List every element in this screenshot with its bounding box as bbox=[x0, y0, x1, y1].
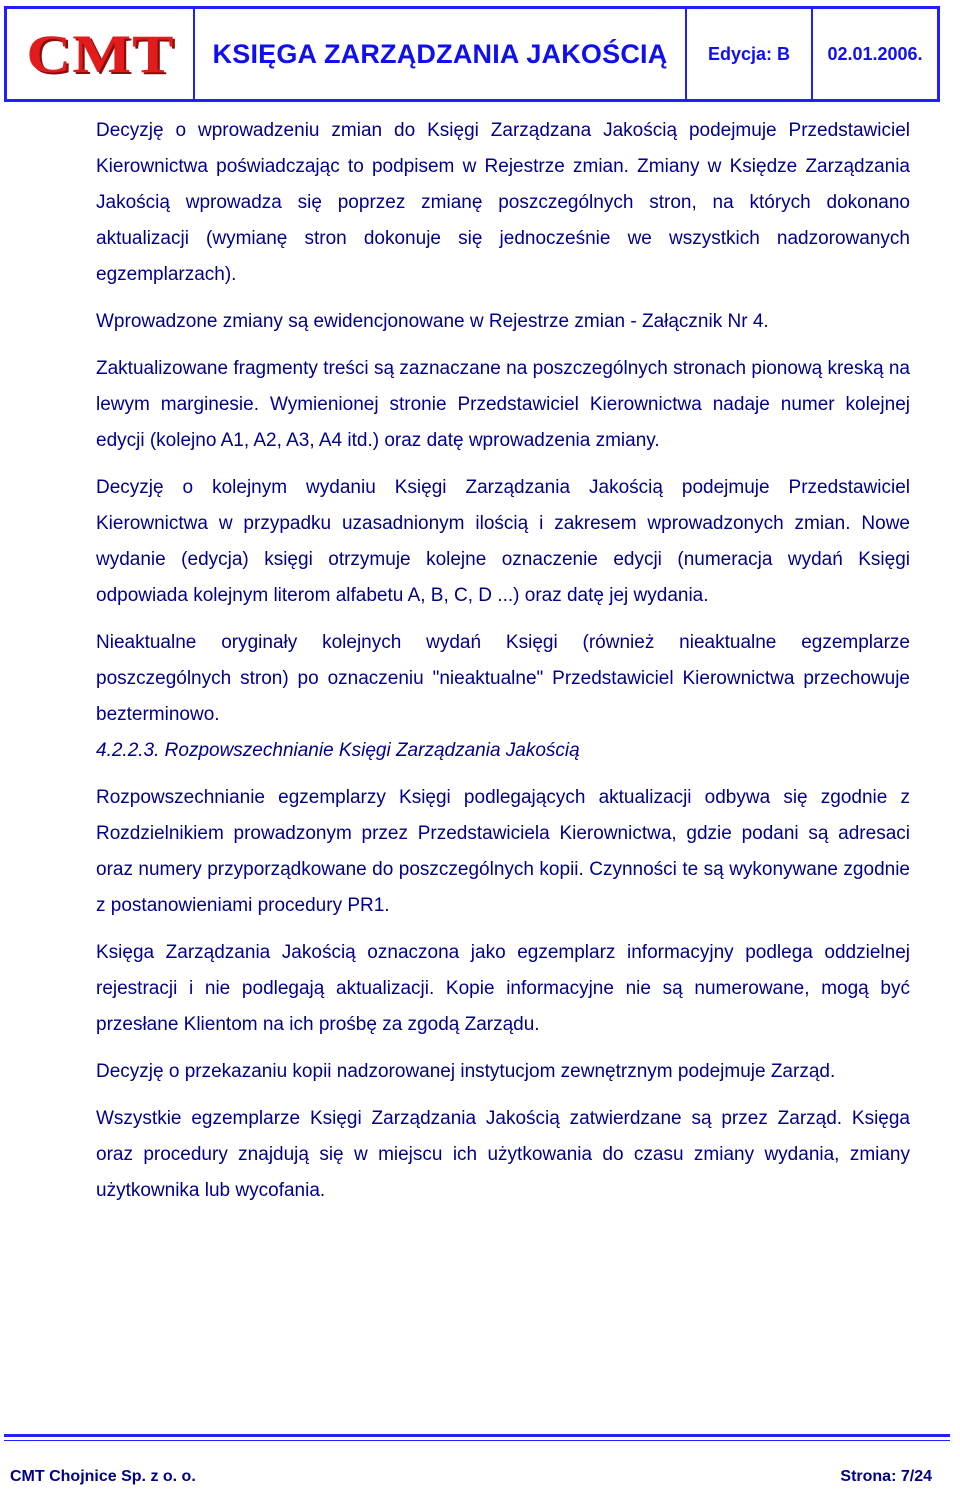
date-cell bbox=[813, 9, 937, 99]
footer-divider-thin bbox=[4, 1440, 950, 1441]
paragraph: Księga Zarządzania Jakością oznaczona jako egzemplarz informacyjny podlega oddzielnej rejestracji i nie podlegają aktualizacji. Kopie informacyjne nie są numerowane, mogą być przesłane Klientom na ich prośbę za zgodą Zarządu. bbox=[96, 942, 910, 1035]
paragraph: Decyzję o przekazaniu kopii nadzorowanej instytucjom zewnętrznym podejmuje Zarząd. bbox=[96, 1061, 836, 1082]
title-cell bbox=[195, 9, 687, 99]
section-heading: 4.2.2.3. Rozpowszechnianie Księgi Zarządzania Jakością bbox=[96, 740, 580, 761]
page-header bbox=[4, 6, 940, 102]
logo-cell bbox=[7, 9, 195, 99]
paragraph: Nieaktualne oryginały kolejnych wydań Księgi (również nieaktualne egzemplarze poszczególnych stron) po oznaczeniu "nieaktualne" Przedstawiciel Kierownictwa przechowuje bezterminowo. bbox=[96, 632, 910, 725]
paragraph: Wszystkie egzemplarze Księgi Zarządzania Jakością zatwierdzane są przez Zarząd. Księga oraz procedury znajdują się w miejscu ich użytkowania do czasu zmiany wydania, zmiany użytkownika lub wycofania. bbox=[96, 1108, 910, 1201]
paragraph: Decyzję o kolejnym wydaniu Księgi Zarządzania Jakością podejmuje Przedstawiciel Kierownictwa w przypadku uzasadnionym ilością i zakresem wprowadzonych zmian. Nowe wydanie (edycja) księgi otrzymuje kolejne oznaczenie edycji (numeracja wydań Księgi odpowiada kolejnym literom alfabetu A, B, C, D ...) oraz datę jej wydania. bbox=[96, 477, 910, 606]
paragraph: Decyzję o wprowadzeniu zmian do Księgi Zarządzana Jakością podejmuje Przedstawiciel Kierownictwa poświadczając to podpisem w Rejestrze zmian. Zmiany w Księdze Zarządzania Jakością wprowadza się poprzez zmianę poszczególnych stron, na których dokonano aktualizacji (wymianę stron dokonuje się jednocześnie we wszystkich nadzorowanych egzemplarzach). bbox=[96, 120, 910, 285]
document-body bbox=[96, 113, 910, 1220]
page-number: Strona: 7/24 bbox=[840, 1468, 932, 1485]
document-title: KSIĘGA ZARZĄDZANIA JAKOŚCIĄ bbox=[212, 38, 668, 69]
paragraph: Wprowadzone zmiany są ewidencjonowane w Rejestrze zmian - Załącznik Nr 4. bbox=[96, 311, 769, 332]
edition-date: 02.01.2006. bbox=[827, 43, 923, 64]
edition-label: Edycja: B bbox=[707, 43, 791, 64]
footer-company: CMT Chojnice Sp. z o. o. bbox=[10, 1468, 196, 1485]
footer-divider bbox=[4, 1434, 950, 1437]
edition-cell bbox=[687, 9, 813, 99]
company-logo: CMT bbox=[25, 24, 175, 84]
paragraph: Zaktualizowane fragmenty treści są zaznaczane na poszczególnych stronach pionową kreską na lewym marginesie. Wymienionej stronie Przedstawiciel Kierownictwa nadaje numer kolejnej edycji (kolejno A1, A2, A3, A4 itd.) oraz datę wprowadzenia zmiany. bbox=[96, 358, 910, 451]
paragraph: Rozpowszechnianie egzemplarzy Księgi podlegających aktualizacji odbywa się zgodnie z Rozdzielnikiem prowadzonym przez Przedstawiciela Kierownictwa, gdzie podani są adresaci oraz numery przyporządkowane do poszczególnych kopii. Czynności te są wykonywane zgodnie z postanowieniami procedury PR1. bbox=[96, 787, 910, 916]
